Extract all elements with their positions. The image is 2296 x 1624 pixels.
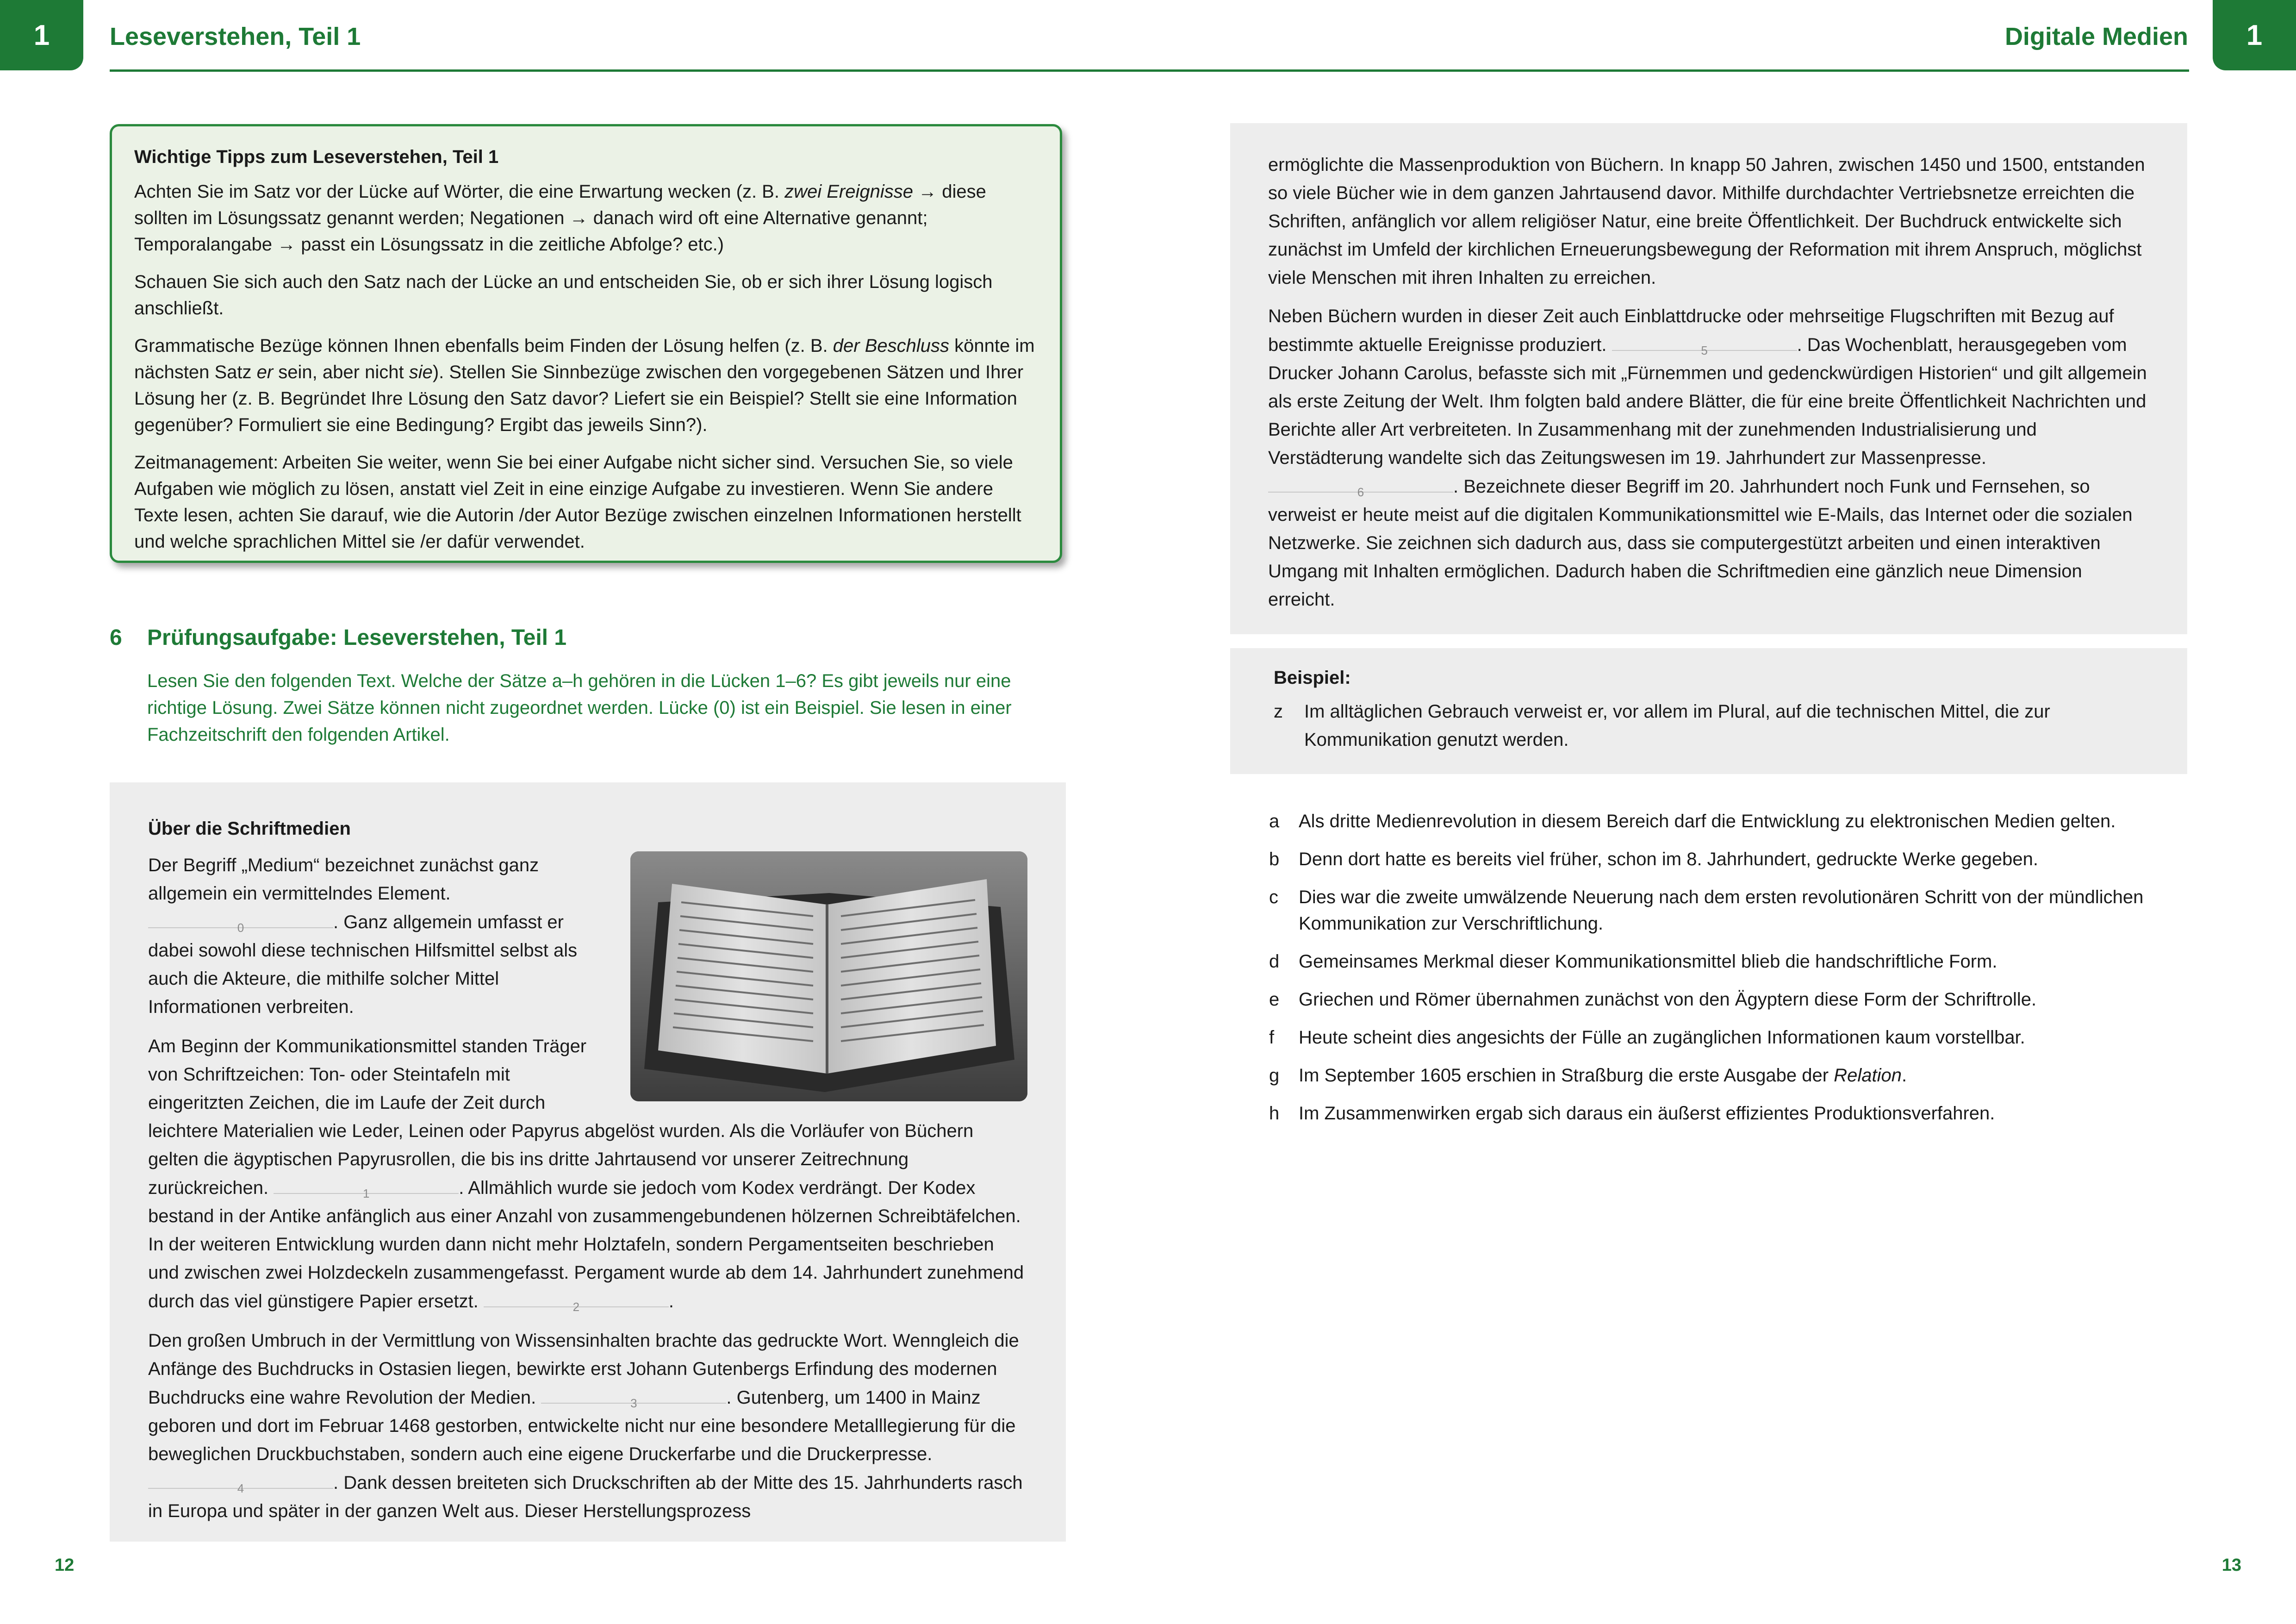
article-paragraph: Am Beginn der Kommunikationsmittel standen Träger von Schriftzeichen: Ton- oder Steintafeln mit eingeritzten Zeichen, die im Laufe der Zeit durch leichtere Materialien wie Leder, Leinen oder Papyrus abgelöst wurden. Als die Vorläufer von Büchern gelten die ägyptischen Papyrusrollen, die bis ins dritte Jahrtausend vor unserer Zeitrechnung zurückreichen. 1 . Allmählich wurde sie jedoch vom Kodex verdrängt. Der Kodex bestand in der Antike anfänglich aus einer Anzahl von zusammengebundenen hölzernen Schreibtäfelchen. In der weiteren Entwicklung wurden dann nicht mehr Holztafeln, sondern Pergamentseiten beschrieben und zwischen zwei Holzdeckeln zusammengefasst. Pergament wurde ab dem 14. Jahrhundert zunehmend durch das viel günstigere Papier ersetzt. 2 . [148, 1036, 1024, 1314]
tips-paragraph: Grammatische Bezüge können Ihnen ebenfalls beim Finden der Lösung helfen (z. B. der Beschluss könnte im nächsten Satz er sein, aber nicht sie). Stellen Sie Sinnbezüge zwischen den vorgegebenen Sätzen und Ihrer Lösung her (z. B. Begründet Ihre Lösung den Satz davor? Liefert sie ein Beispiel? Stellt sie eine Information gegenüber? Formuliert sie eine Bedingung? Ergibt das jeweils Sinn?). [134, 336, 1035, 435]
option-a[interactable]: a Als dritte Medienrevolution in diesem Bereich darf die Entwicklung zu elektronischen Medien gelten. [1269, 811, 2116, 831]
open-old-book-photo [630, 851, 1027, 1101]
chapter-number: 1 [2246, 19, 2263, 51]
gap-5[interactable]: 5 [1612, 331, 1797, 351]
page-title-right: Digitale Medien [2004, 23, 2188, 50]
chapter-number: 1 [33, 19, 50, 51]
article-paragraph: Der Begriff „Medium“ bezeichnet zunächst ganz allgemein ein vermittelndes Element. 0 . Ganz allgemein umfasst er dabei sowohl diese technischen Hilfsmittel selbst als auch die Akteure, die mithilfe solcher Mittel Informationen verbreiten. [148, 855, 578, 1017]
page-number-left: 12 [55, 1555, 75, 1575]
header-rule-left [110, 69, 1149, 72]
option-c[interactable]: c Dies war die zweite umwälzende Neuerung nach dem ersten revolutionären Schritt von der mündlichen Kommunikation zur Verschriftlichung. [1269, 887, 2144, 934]
article-continuation-box [1230, 123, 2187, 634]
option-e[interactable]: e Griechen und Römer übernahmen zunächst von den Ägyptern diese Form der Schriftrolle. [1269, 989, 2037, 1010]
tips-title: Wichtige Tipps zum Leseverstehen, Teil 1 [134, 147, 499, 167]
chapter-tab-right [2213, 0, 2296, 70]
chapter-tab-left [0, 0, 83, 70]
option-h[interactable]: h Im Zusammenwirken ergab sich daraus ein äußerst effizientes Produktionsverfahren. [1269, 1103, 1995, 1124]
answer-options [1269, 808, 2187, 1138]
tips-paragraph: Zeitmanagement: Arbeiten Sie weiter, wenn Sie bei einer Aufgabe nicht sicher sind. Versuchen Sie, so viele Aufgaben wie möglich zu lösen, anstatt viel Zeit in eine einzige Aufgabe zu investieren. Wenn Sie andere Texte lesen, achten Sie darauf, wie die Autorin /der Autor Bezüge zwischen einzelnen Informationen herstellt und welche sprachlichen Mittel sie /er dafür verwendet. [134, 452, 1021, 552]
tips-box [110, 124, 1062, 563]
example-title: Beispiel: [1274, 668, 1351, 688]
article-paragraph: Neben Büchern wurden in dieser Zeit auch Einblattdrucke oder mehrseitige Flugschriften mit Bezug auf bestimmte aktuelle Ereignisse produziert. 5 . Das Wochenblatt, herausgegeben vom Drucker Johann Carolus, befasste sich mit „Fürnemmen und gedenckwürdigen Historien“ und gilt allgemein als erste Zeitung der Welt. Ihm folgten bald andere Blätter, die für eine breite Öffentlichkeit Nachrichten und Berichte aller Art verbreiteten. In Zusammenhang mit der zunehmenden Industrialisierung und Verstädterung wandelte sich das Zeitungswesen im 19. Jahrhundert zur Massenpresse. 6 . Bezeichnete dieser Begriff im 20. Jahrhundert noch Funk und Fernsehen, so verweist er heute meist auf die digitalen Kommunikationsmittel wie E-Mails, das Internet oder die sozialen Netzwerke. Sie zeichnen sich dadurch aus, dass sie computergestützt arbeiten und einen interaktiven Umgang mit Inhalten ermöglichen. Dadurch haben die Schriftmedien eine gänzlich neue Dimension erreicht. [1268, 306, 2147, 610]
header-rule-right [1148, 69, 2189, 72]
option-b[interactable]: b Denn dort hatte es bereits viel früher, schon im 8. Jahrhundert, gedruckte Werke gegeben. [1269, 849, 2038, 869]
example-box [1230, 648, 2187, 774]
example-text: Im alltäglichen Gebrauch verweist er, vor allem im Plural, auf die technischen Mittel, die zur Kommunikation genutzt werden. [1304, 701, 2050, 750]
task-instructions: Lesen Sie den folgenden Text. Welche der Sätze a–h gehören in die Lücken 1–6? Es gibt jeweils nur eine richtige Lösung. Zwei Sätze können nicht zugeordnet werden. Lücke (0) ist ein Beispiel. Sie lesen in einer Fachzeitschrift den folgenden Artikel. [147, 671, 1012, 745]
page-number-right: 13 [2221, 1555, 2241, 1575]
page-title-left: Leseverstehen, Teil 1 [110, 23, 361, 50]
article-paragraph: ermöglichte die Massenproduktion von Büchern. In knapp 50 Jahren, zwischen 1450 und 1500, entstanden so viele Bücher wie in dem ganzen Jahrtausend davor. Mithilfe durchdachter Vertriebsnetze erreichten die Schriften, anfänglich vor allem religiöser Natur, eine breite Öffentlichkeit. Der Buchdruck entwickelte sich zunächst im Umfeld der kirchlichen Erneuerungsbewegung der Reformation mit ihrem Anspruch, möglichst viele Menschen mit ihren Inhalten zu erreichen. [1268, 155, 2145, 288]
article-paragraph: Den großen Umbruch in der Vermittlung von Wissensinhalten brachte das gedruckte Wort. Wenngleich die Anfänge des Buchdrucks in Ostasien liegen, bewirkte erst Johann Gutenbergs Erfindung des modernen Buchdrucks eine wahre Revolution der Medien. 3 . Gutenberg, um 1400 in Mainz geboren und dort im Februar 1468 gestorben, entwickelte nicht nur eine besondere Metalllegierung für die beweglichen Druckbuchstaben, sondern auch eine eigene Druckerfarbe und die Druckerpresse. 4 . Dank dessen breiteten sich Druckschriften ab der Mitte des 15. Jahrhunderts rasch in Europa und später in der ganzen Welt aus. Dieser Herstellungsprozess [148, 1330, 1023, 1521]
tips-paragraph: Achten Sie im Satz vor der Lücke auf Wörter, die eine Erwartung wecken (z. B. zwei Ereignisse → diese sollten im Lösungssatz genannt werden; Negationen → danach wird oft eine Alternative genannt; Temporalangabe → passt ein Lösungssatz in die zeitliche Abfolge? etc.) [134, 181, 986, 255]
gap-6[interactable]: 6 [1268, 472, 1453, 493]
gap-0[interactable]: 0 [148, 908, 333, 928]
tips-paragraph: Schauen Sie sich auch den Satz nach der Lücke an und entscheiden Sie, ob er sich ihrer Lösung logisch anschließt. [134, 272, 993, 319]
option-d[interactable]: d Gemeinsames Merkmal dieser Kommunikationsmittel blieb die handschriftliche Form. [1269, 951, 1997, 972]
task-number: 6 [110, 625, 122, 650]
article-box [110, 782, 1066, 1542]
gap-1[interactable]: 1 [274, 1174, 459, 1194]
gap-3[interactable]: 3 [541, 1383, 726, 1404]
task-title: Prüfungsaufgabe: Leseverstehen, Teil 1 [147, 625, 567, 650]
option-f[interactable]: f Heute scheint dies angesichts der Fülle an zugänglichen Informationen kaum vorstellbar. [1269, 1027, 2025, 1048]
example-item [1274, 698, 2144, 754]
example-letter: z [1274, 701, 1283, 722]
gap-2[interactable]: 2 [484, 1287, 669, 1307]
gap-4[interactable]: 4 [148, 1468, 333, 1489]
article-title: Über die Schriftmedien [148, 818, 351, 839]
option-g[interactable]: g Im September 1605 erschien in Straßburg die erste Ausgabe der Relation. [1269, 1065, 1907, 1086]
